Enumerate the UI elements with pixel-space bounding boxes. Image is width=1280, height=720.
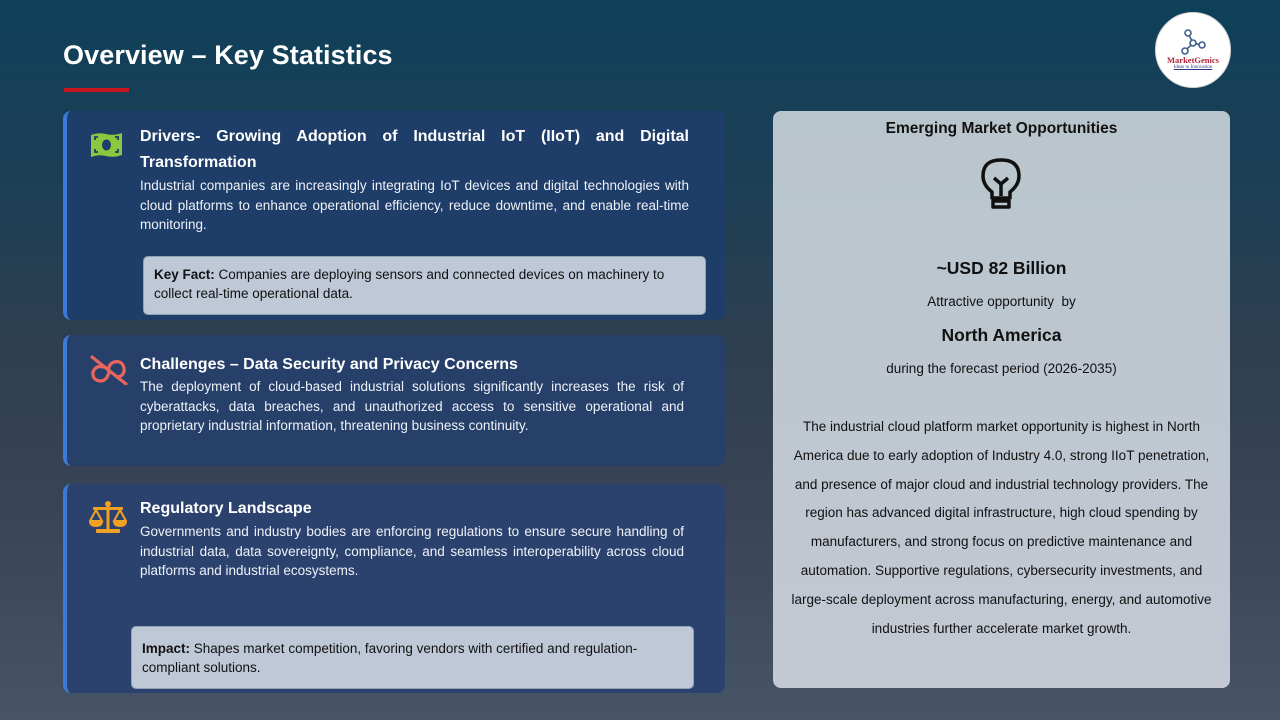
page-title: Overview – Key Statistics — [63, 40, 393, 70]
challenges-card — [63, 335, 725, 466]
opportunity-subtitle: Attractive opportunity by — [927, 294, 1076, 309]
drivers-title: Drivers- Growing Adoption of Industrial IoT (IIoT) and Digital Transformation — [140, 128, 689, 171]
regulatory-body: Governments and industry bodies are enforcing regulations to ensure secure handling of industrial data, data sovereignty, compliance, and seamless interoperability across cloud platforms and industrial ecosystems. — [140, 524, 684, 578]
regulatory-card — [63, 484, 725, 693]
opportunity-region: North America — [941, 325, 1062, 345]
regulatory-title: Regulatory Landscape — [140, 500, 312, 517]
opportunity-description: The industrial cloud platform market opportunity is highest in North America due to early adoption of Industry 4.0, strong IIoT penetration, and presence of major cloud and industrial technology providers. The region has advanced digital infrastructure, high cloud spending by manufacturers, and strong focus on predictive maintenance and automation. Supportive regulations, cybersecurity investments, and large-scale deployment across manufacturing, energy, and automotive industries further accelerate market growth. — [791, 419, 1212, 636]
opportunity-value: ~USD 82 Billion — [936, 258, 1067, 278]
opportunity-panel — [773, 111, 1230, 688]
challenges-body: The deployment of cloud-based industrial solutions significantly increases the risk of cyberattacks, data breaches, and unauthorized access to sensitive operational and proprietary industrial information, threatening business continuity. — [140, 379, 684, 433]
key-fact-text: Companies are deploying sensors and connected devices on machinery to collect real-time operational data. — [154, 267, 665, 301]
challenges-title: Challenges – Data Security and Privacy Concerns — [140, 356, 518, 373]
company-logo — [1155, 12, 1231, 88]
key-fact-callout — [143, 256, 706, 315]
title-underline — [64, 88, 129, 92]
impact-callout — [131, 626, 694, 689]
molecule-network-icon — [1180, 29, 1206, 55]
scales-icon — [89, 500, 127, 539]
opportunity-title: Emerging Market Opportunities — [885, 120, 1118, 137]
logo-name: MarketGenics — [1167, 55, 1219, 66]
lightbulb-icon — [978, 156, 1024, 212]
drivers-card — [63, 111, 725, 320]
money-bill-icon — [89, 131, 124, 163]
logo-tagline: Ideas to Innovation — [1173, 64, 1213, 70]
forecast-period: during the forecast period (2026-2035) — [886, 361, 1117, 376]
key-fact-label: Key Fact: — [154, 267, 215, 282]
drivers-body: Industrial companies are increasingly integrating IoT devices and digital technologies with cloud platforms to enhance operational efficiency, reduce downtime, and enable real-time monitoring. — [140, 178, 689, 232]
impact-label: Impact: — [142, 641, 191, 656]
broken-link-icon — [89, 355, 129, 390]
impact-text: Shapes market competition, favoring vendors with certified and regulation-compliant solutions. — [142, 641, 638, 675]
